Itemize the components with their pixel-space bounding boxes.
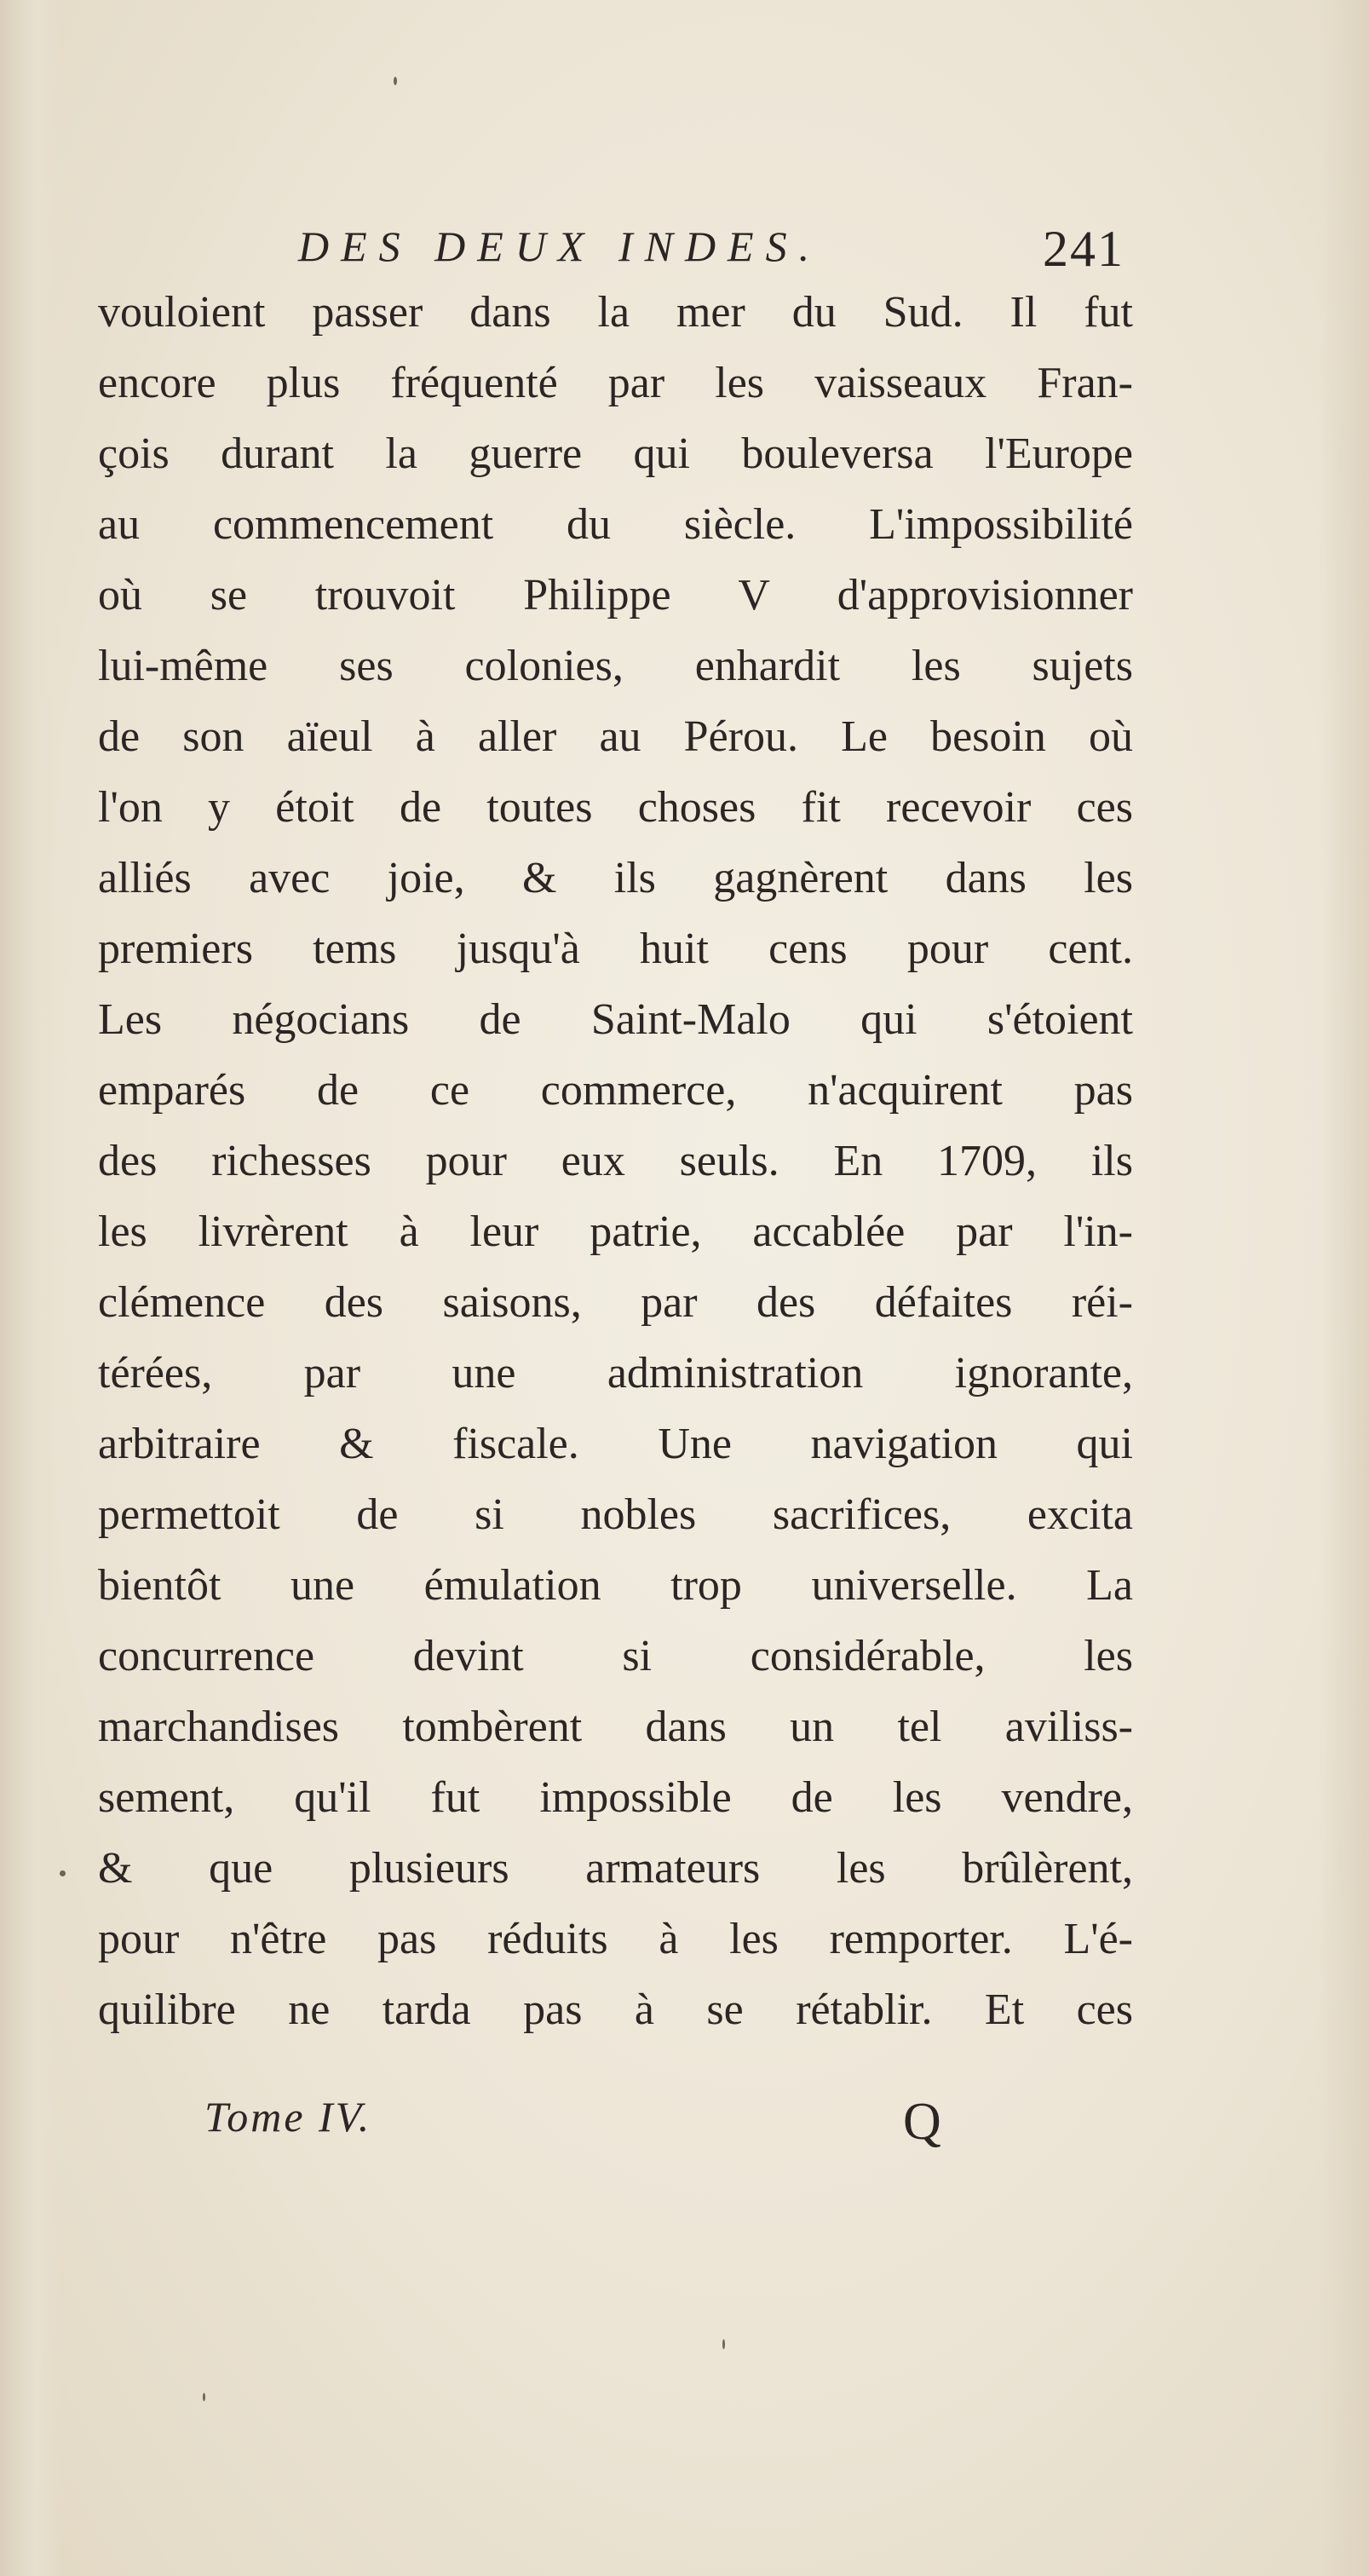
text-line: au commencement du siècle. L'impossibilité [98, 500, 1133, 549]
paper-speck [203, 2393, 205, 2401]
text-line: emparés de ce commerce, n'acquirent pas [98, 1066, 1133, 1115]
text-line: térées, par une administration ignorante, [98, 1349, 1133, 1397]
text-line: çois durant la guerre qui bouleversa l'Europe [98, 429, 1133, 478]
text-line: concurrence devint si considérable, les [98, 1632, 1133, 1680]
running-head: DES DEUX INDES. [298, 222, 822, 270]
text-line: arbitraire & fiscale. Une navigation qui [98, 1420, 1133, 1468]
paper-speck [394, 77, 397, 85]
text-line: permettoit de si nobles sacrifices, excita [98, 1490, 1133, 1539]
signature-mark: Q [903, 2093, 941, 2151]
page-number: 241 [1043, 221, 1125, 277]
text-line: encore plus fréquenté par les vaisseaux Fran- [98, 359, 1133, 407]
text-line: alliés avec joie, & ils gagnèrent dans les [98, 854, 1133, 902]
gutter-shadow [0, 0, 60, 2576]
text-line: des richesses pour eux seuls. En 1709, ils [98, 1137, 1133, 1185]
text-line: marchandises tombèrent dans un tel aviliss- [98, 1703, 1133, 1751]
text-line: vouloient passer dans la mer du Sud. Il fut [98, 288, 1133, 337]
text-line: quilibre ne tarda pas à se rétablir. Et ces [98, 1985, 1133, 2034]
paper-speck [722, 2339, 725, 2349]
text-line: premiers tems jusqu'à huit cens pour cent. [98, 925, 1133, 973]
text-line: les livrèrent à leur patrie, accablée par l'in- [98, 1207, 1133, 1256]
page-footer [196, 2092, 963, 2169]
text-line: de son aïeul à aller au Pérou. Le besoin où [98, 712, 1133, 761]
text-line: bientôt une émulation trop universelle. La [98, 1561, 1133, 1610]
text-line: Les négocians de Saint-Malo qui s'étoient [98, 995, 1133, 1044]
volume-label: Tome IV. [204, 2093, 372, 2141]
text-line: où se trouvoit Philippe V d'approvisionner [98, 571, 1133, 620]
paper-speck [60, 1870, 66, 1876]
text-line: lui-même ses colonies, enhardit les sujets [98, 642, 1133, 690]
text-line: sement, qu'il fut impossible de les vendre, [98, 1773, 1133, 1822]
text-line: l'on y étoit de toutes choses fit recevoir ces [98, 783, 1133, 832]
text-line: pour n'être pas réduits à les remporter. L'é- [98, 1915, 1133, 1963]
body-text [98, 277, 1133, 2045]
text-line: & que plusieurs armateurs les brûlèrent, [98, 1844, 1133, 1893]
text-line: clémence des saisons, par des défaites réi- [98, 1278, 1133, 1327]
page-edge-shadow [1318, 0, 1369, 2576]
